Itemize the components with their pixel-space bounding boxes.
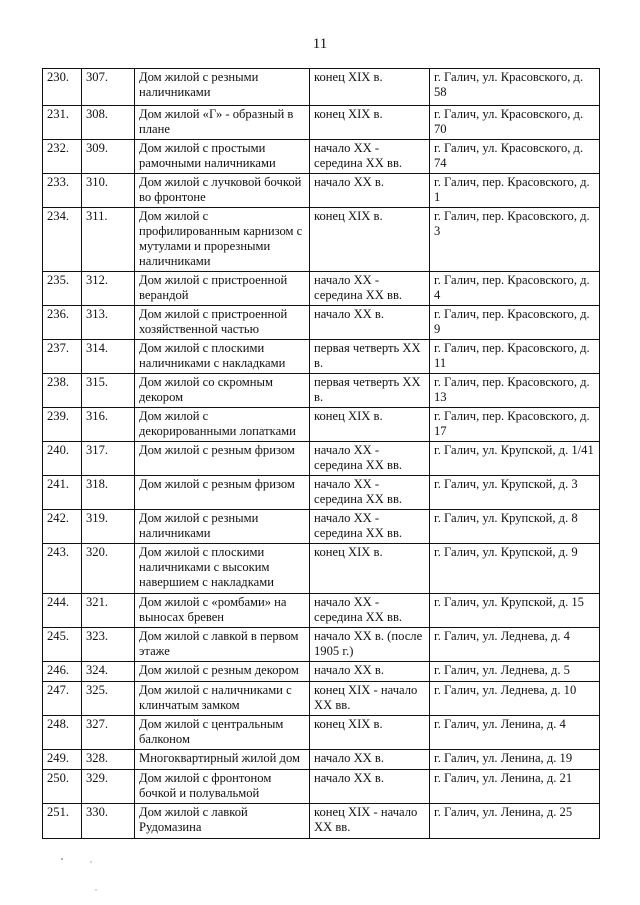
row-number-cell: 249. xyxy=(43,750,82,770)
object-name-cell: Дом жилой с плоскими наличниками с высоким навершием с накладками xyxy=(135,544,310,594)
dating-cell: конец XIX - начало XX вв. xyxy=(310,804,430,839)
address-cell: г. Галич, ул. Крупской, д. 8 xyxy=(430,510,600,544)
registry-number-cell: 316. xyxy=(82,408,135,442)
dating-cell: конец XIX в. xyxy=(310,544,430,594)
row-number-cell: 236. xyxy=(43,306,82,340)
address-cell: г. Галич, ул. Леднева, д. 5 xyxy=(430,662,600,682)
registry-number-cell: 329. xyxy=(82,770,135,804)
registry-number-cell: 328. xyxy=(82,750,135,770)
dating-cell: начало XX - середина XX вв. xyxy=(310,442,430,476)
object-name-cell: Дом жилой «Г» - образный в плане xyxy=(135,106,310,140)
address-cell: г. Галич, пер. Красовского, д. 4 xyxy=(430,272,600,306)
object-name-cell: Многоквартирный жилой дом xyxy=(135,750,310,770)
registry-number-cell: 313. xyxy=(82,306,135,340)
dating-cell: конец XIX в. xyxy=(310,716,430,750)
address-cell: г. Галич, ул. Красовского, д. 70 xyxy=(430,106,600,140)
object-name-cell: Дом жилой с плоскими наличниками с накладками xyxy=(135,340,310,374)
address-cell: г. Галич, пер. Красовского, д. 3 xyxy=(430,208,600,272)
dating-cell: начало XX в. xyxy=(310,750,430,770)
object-name-cell: Дом жилой с лучковой бочкой во фронтоне xyxy=(135,174,310,208)
dating-cell: начало XX - середина XX вв. xyxy=(310,476,430,510)
registry-number-cell: 324. xyxy=(82,662,135,682)
address-cell: г. Галич, ул. Крупской, д. 9 xyxy=(430,544,600,594)
registry-number-cell: 311. xyxy=(82,208,135,272)
registry-number-cell: 310. xyxy=(82,174,135,208)
dating-cell: конец XIX в. xyxy=(310,106,430,140)
row-number-cell: 232. xyxy=(43,140,82,174)
row-number-cell: 242. xyxy=(43,510,82,544)
row-number-cell: 233. xyxy=(43,174,82,208)
dating-cell: начало XX в. xyxy=(310,770,430,804)
dating-cell: первая четверть XX в. xyxy=(310,340,430,374)
row-number-cell: 243. xyxy=(43,544,82,594)
row-number-cell: 244. xyxy=(43,594,82,628)
row-number-cell: 250. xyxy=(43,770,82,804)
dating-cell: начало XX - середина XX вв. xyxy=(310,510,430,544)
page-number: 11 xyxy=(312,36,328,52)
dating-cell: начало XX в. (после 1905 г.) xyxy=(310,628,430,662)
dating-cell: начало XX в. xyxy=(310,306,430,340)
address-cell: г. Галич, ул. Леднева, д. 10 xyxy=(430,682,600,716)
object-name-cell: Дом жилой с декорированными лопатками xyxy=(135,408,310,442)
dating-cell: конец XIX в. xyxy=(310,408,430,442)
registry-number-cell: 317. xyxy=(82,442,135,476)
dating-cell: начало XX в. xyxy=(310,174,430,208)
registry-number-cell: 323. xyxy=(82,628,135,662)
address-cell: г. Галич, пер. Красовского, д. 11 xyxy=(430,340,600,374)
registry-number-cell: 325. xyxy=(82,682,135,716)
object-name-cell: Дом жилой с резными наличниками xyxy=(135,69,310,106)
row-number-cell: 231. xyxy=(43,106,82,140)
dating-cell: конец XIX в. xyxy=(310,208,430,272)
registry-number-cell: 308. xyxy=(82,106,135,140)
dating-cell: конец XIX в. xyxy=(310,69,430,106)
object-name-cell: Дом жилой с фронтоном бочкой и полувальмой xyxy=(135,770,310,804)
object-name-cell: Дом жилой с простыми рамочными наличниками xyxy=(135,140,310,174)
object-name-cell: Дом жилой с наличниками с клинчатым замком xyxy=(135,682,310,716)
row-number-cell: 235. xyxy=(43,272,82,306)
address-cell: г. Галич, пер. Красовского, д. 9 xyxy=(430,306,600,340)
row-number-cell: 251. xyxy=(43,804,82,839)
address-cell: г. Галич, ул. Ленина, д. 4 xyxy=(430,716,600,750)
address-cell: г. Галич, ул. Ленина, д. 21 xyxy=(430,770,600,804)
dating-cell: начало XX в. xyxy=(310,662,430,682)
row-number-cell: 245. xyxy=(43,628,82,662)
address-cell: г. Галич, пер. Красовского, д. 1 xyxy=(430,174,600,208)
registry-number-cell: 314. xyxy=(82,340,135,374)
address-cell: г. Галич, ул. Ленина, д. 19 xyxy=(430,750,600,770)
object-name-cell: Дом жилой с резными наличниками xyxy=(135,510,310,544)
address-cell: г. Галич, пер. Красовского, д. 13 xyxy=(430,374,600,408)
row-number-cell: 241. xyxy=(43,476,82,510)
row-number-cell: 246. xyxy=(43,662,82,682)
address-cell: г. Галич, ул. Ленина, д. 25 xyxy=(430,804,600,839)
row-number-cell: 237. xyxy=(43,340,82,374)
object-name-cell: Дом жилой с лавкой Рудомазина xyxy=(135,804,310,839)
object-name-cell: Дом жилой с профилированным карнизом с мутулами и прорезными наличниками xyxy=(135,208,310,272)
object-name-cell: Дом жилой с пристроенной верандой xyxy=(135,272,310,306)
object-name-cell: Дом жилой с лавкой в первом этаже xyxy=(135,628,310,662)
registry-number-cell: 309. xyxy=(82,140,135,174)
row-number-cell: 230. xyxy=(43,69,82,106)
row-number-cell: 247. xyxy=(43,682,82,716)
row-number-cell: 248. xyxy=(43,716,82,750)
row-number-cell: 240. xyxy=(43,442,82,476)
dating-cell: конец XIX - начало XX вв. xyxy=(310,682,430,716)
row-number-cell: 239. xyxy=(43,408,82,442)
object-name-cell: Дом жилой с резным фризом xyxy=(135,442,310,476)
registry-number-cell: 320. xyxy=(82,544,135,594)
registry-number-cell: 327. xyxy=(82,716,135,750)
dating-cell: начало XX - середина XX вв. xyxy=(310,272,430,306)
dating-cell: начало XX - середина XX вв. xyxy=(310,594,430,628)
dating-cell: первая четверть XX в. xyxy=(310,374,430,408)
registry-number-cell: 318. xyxy=(82,476,135,510)
object-name-cell: Дом жилой с «ромбами» на выносах бревен xyxy=(135,594,310,628)
registry-number-cell: 319. xyxy=(82,510,135,544)
address-cell: г. Галич, пер. Красовского, д. 17 xyxy=(430,408,600,442)
row-number-cell: 238. xyxy=(43,374,82,408)
address-cell: г. Галич, ул. Красовского, д. 74 xyxy=(430,140,600,174)
address-cell: г. Галич, ул. Крупской, д. 15 xyxy=(430,594,600,628)
object-name-cell: Дом жилой с резным декором xyxy=(135,662,310,682)
registry-number-cell: 312. xyxy=(82,272,135,306)
address-cell: г. Галич, ул. Крупской, д. 3 xyxy=(430,476,600,510)
registry-number-cell: 321. xyxy=(82,594,135,628)
registry-number-cell: 307. xyxy=(82,69,135,106)
address-cell: г. Галич, ул. Леднева, д. 4 xyxy=(430,628,600,662)
object-name-cell: Дом жилой со скромным декором xyxy=(135,374,310,408)
dating-cell: начало XX - середина XX вв. xyxy=(310,140,430,174)
object-name-cell: Дом жилой с центральным балконом xyxy=(135,716,310,750)
object-name-cell: Дом жилой с резным фризом xyxy=(135,476,310,510)
row-number-cell: 234. xyxy=(43,208,82,272)
object-name-cell: Дом жилой с пристроенной хозяйственной частью xyxy=(135,306,310,340)
registry-number-cell: 330. xyxy=(82,804,135,839)
address-cell: г. Галич, ул. Красовского, д. 58 xyxy=(430,69,600,106)
registry-number-cell: 315. xyxy=(82,374,135,408)
address-cell: г. Галич, ул. Крупской, д. 1/41 xyxy=(430,442,600,476)
